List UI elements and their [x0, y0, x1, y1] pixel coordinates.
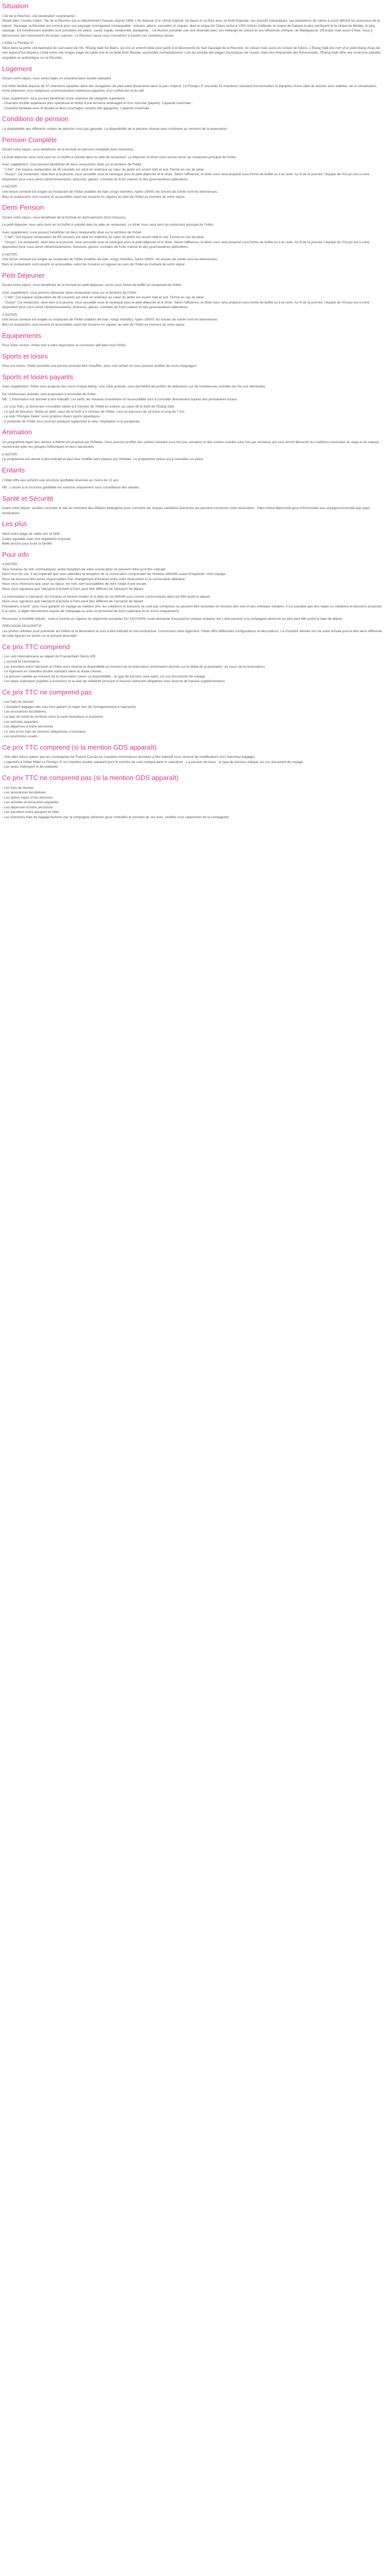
- section-paragraph: - Vols aller retour opérés par les compagnies Air France,Corsair,Air Caraïbes Informations données à titre indicatif sous réserve de modification) hors franchise bagages - Logement à l'hôtel Hôtel Le Floralys 3* en chambre double standard pour le nombre de nuits indiqué dans le calendrier - La pension de base - le type de pension indiqué sur vos document de voyage - Les taxes d'aéroport et de solidarité: [2, 755, 303, 769]
- section-paragraph: Avec supplément, vous pouvez bénéficier de deux restaurants situé sur le territoire de l'hôtel : - "L'Ilet": Cet espace restauration de 65 couverts est situé en extérieur au cœur du jardin est ouvert midi et soir. Fermé en cas de pluie. - "Ossyo": Ce restaurant, situé face à la piscine, vous accueille sous la varangue pour le petit-déjeuner et le dîner. Selon l'affluence, le dîner vous sera proposé sous forme de buffet ou à la carte. Au fil de la journée, l'équipe de l'Ossyo est à votre disposition pour vous servir rafraîchissements, boissons, glaces, cocktails de fruits maison et des gourmandises pâtissières.: [2, 230, 370, 249]
- section-paragraph: Durant votre séjour, vous bénéficiez de la formule en demi-pension (hors boisson).: [2, 215, 126, 219]
- section-paragraph: Le petit-déjeuner vous sera servi en un buffet à volonté dans la salle de restaurant. Le déjeuner et dîner vous seront servis au restaurant principal de l'hôtel.: [2, 155, 237, 159]
- section: [2, 643, 383, 684]
- section-title: Ce prix TTC ne comprend pas (si la mention GDS apparaît): [2, 773, 179, 782]
- section: [2, 373, 383, 424]
- section-paragraph: Personnes à mobilité réduite : suite à l'entrée en vigueur du règlement européen EU 1107/2006, toute demande d'assistance (chaise roulante, etc.) doit parvenir à la compagnie aérienne au plus tard 48h avant la date de départ.: [2, 617, 344, 621]
- section-title: Logement: [2, 64, 32, 73]
- section-paragraph: Durant votre séjour, vous serez logés en chambre base double standard.: [2, 77, 112, 81]
- section-title: Pension Complète: [2, 135, 57, 144]
- section-paragraph: - Les frais de dossier - L'excédent bagages des vols hors gabarit (à régler lors de l'enregistrement à l'aéroport), - Les assurances facultatives, - La taxe de sortie du territoire et/ou la carte touristique si existante, - Les activités payantes, - Les dépenses d'ordre personnel, - Le visa et les frais de services obligatoires si existants, - Les pourboires usuels.: [2, 700, 137, 739]
- section: [2, 65, 383, 111]
- section-paragraph: La disponibilité des différents modes de pension n'est pas garantie. La disponibilité de la pension choisie sera confirmée au moment de la réservation.: [2, 127, 228, 131]
- section-paragraph: L'île de la Réunion, une destination surprenante ! Située dans l'océan Indien, l'île de la Réunion est un département français depuis 1946. L'île dispose d'un climat tropical. Sa faune et sa flore avec sa forêt tropicale, ses massifs volcaniques, ses plantations de canne à sucre attirent les amoureux de la nature. Sauvage, la Réunion est connue pour son paysage montagneux remarquable : volcans, pitons, cascades et cirques, dont le cirque de Cilaos niché à 1200 mètres d'altitude, le cirque de Salazie le plus verdoyant et le cirque de Mafate, le plus sauvage. De nombreuses activités sont possibles sur place : canal, kayak, randonnée, parapente... La réunion possède une rare diversité avec son mélange de culture et ses influences (Afrique, de Madagascar, d'Europe mais aussi d'Asie. Vous y découvrirez des monuments de toutes cultures. La Réunion saura vous convaincre à travers ses nombreux atouts.: [2, 14, 380, 38]
- section-title: Situation: [2, 2, 28, 10]
- section: [2, 551, 383, 639]
- section-paragraph: A NOTER : Tous horaires de vols communiqués avant réception de votre convocation ne peuvent l'être qu'à titre indicatif. Dans tous les cas, il est impératif que vous attendiez la réception de la convocation comprenant les horaires définitifs avant d'organiser votre voyage. Nous ne pourrons être tenus responsables d'un changement d'horaires entre votre réservation et la convocation définitive. Nous vous informons que, pour ce séjour, les vols sont susceptibles de faire l'objet d'une escale. Nous vous signalons que l'aéroport d'arrivée à Paris peut être différent de l'aéroport de départ.: [2, 563, 226, 591]
- section-paragraph: L'hôtel Le Floralys 3* Situé dans la petite cité balnéaire du sud-ouest de l'île, l'Étang-Salé les Bains, qui est un endroit idéal pour partir à la découverte du Sud Sauvage de la Réunion, du volcan mais aussi du Cirque de Cilaos. L'Étang Salé (du nom d'un petit étang d'eau de mer aujourd'hui disparu) c'était entre une longue plage de sable noir et sa belle forêt littorale, accessible immédiatement. Loin du tumulte des plages touristiques de l'ouest, mais très fréquentée des Réunionnais, l'Étang-Salé offre une ouverture paisible, singulière et authentique sur la Réunion.: [2, 41, 382, 60]
- section: [2, 136, 383, 200]
- section-paragraph: - Les frais de dossier - Les assurances facultatives - Les autres repas et les boissons - Les activités et excursions payantes - Les dépenses d'ordre personnel - Les transferts entre aéroport et hôtel - Les éventuels frais de bagage facturés par la compagnie aérienne (pour connaître le montant de ces frais, veuillez vous rapprocher de la compagnie): [2, 786, 229, 819]
- section-paragraph: Durant votre séjour, vous bénéficiez de la formule en pension complète (hors boissons).: [2, 148, 135, 152]
- section-paragraph: - Le Croc Parc, la ferme aux crocodiles située à 5 minutes de l'hôtel en voiture, au cœur de la forêt de l'Étang Salé. - Le golf de Bourbon. Niché en plein cœur de la forêt à 5 minutes de l'hôtel, c'est un parcours de 18 trous et long de 7 km. - Le club "Plongée Salée" vous propose divers sports aquatiques. - A proximité de l'hôtel vous pourrez pratiquer également le vélo, l'équitation et le parapente.: [2, 405, 185, 423]
- section: [2, 743, 383, 770]
- section-title: Sports et loisirs: [2, 352, 48, 360]
- section-paragraph: La convocation à l'aéroport, les horaires et heures locales et le plan de vol définitif vous seront communiqués dans les 48h avant le départ. Nous vous signalons que l'aéroport d'arrivée à Paris peut être différent de l'aéroport de départ. Prestations à bord : pour vous garantir un voyage au meilleur prix, les collations et boissons ne sont pas comprises ou peuvent être facturées en fonction des vols et des créneaux horaires. Il est possible que des repas ou collations et boissons proposés à la carte, à régler directement auprès de l'équipage ou avec le personnel de bord (spéciaux et en euros uniquement).: [2, 595, 382, 614]
- section-paragraph: Le petit-déjeuner vous sera servi en un buffet à volonté dans la salle de restaurant. Le dîner vous sera servi au restaurant principal de l'hôtel.: [2, 223, 214, 227]
- product-description: [0, 0, 386, 827]
- section-title: Les plus: [2, 520, 27, 528]
- section-title: Sports et loisirs payants: [2, 372, 74, 381]
- section: [2, 272, 383, 328]
- section-paragraph: NB : L'accès à la structure gonflable est autorisé uniquement sous surveillance des adultes.: [2, 486, 140, 490]
- section-paragraph: Pour vos loisirs, l'hôtel possède une piscine pouvant être chauffée, avec coin enfant où vous pourrez profiter de cours d'aquagym.: [2, 364, 198, 368]
- section-paragraph: A NOTER : Une tenue correcte est exigée au restaurant de l'hôtel (maillots de bain, tongs interdits). Après 18h00, les tenues de soirée sont les bienvenues. Bars et restaurants sont ouverts et accessibles selon les horaires en vigueur au sein de l'hôtel au moment de votre séjour.: [2, 185, 218, 199]
- section: [2, 115, 383, 131]
- section-paragraph: Avec supplément, vous pouvez bénéficier de deux restaurants situé sur le territoire de l'hôtel : - "L'Ilet": Cet espace restauration de 65 couverts est situé en extérieur au cœur du jardin est ouvert midi et soir. Fermé en cas de pluie. - "Ossyo": Ce restaurant, situé face à la piscine, vous accueille sous la varangue pour le petit-déjeuner et le dîner. Selon l'affluence, le dîner vous sera proposé sous forme de buffet ou à la carte. Au fil de la journée, l'équipe de l'Ossyo est à votre disposition pour vous servir rafraîchissements, boissons, glaces, cocktails de fruits maison et des gourmandises pâtissières.: [2, 163, 370, 181]
- section: [2, 428, 383, 462]
- section: [2, 520, 383, 546]
- section-title: Santé et Sécurité: [2, 494, 54, 502]
- section: [2, 495, 383, 516]
- section-paragraph: - Les vols internationaux au départ de France/Saint Denis A/R, - L'accueil et l'assistance, - Les transferts entre l'aéroport et l'hôtel vous réserve la disponibilité au moment de la réservation (information donnée sur le détail de la prestation, au cours de la réservation), - Le logement en chambre double standard selon la durée choisie, - La pension validée au moment de la réservation (selon sa disponibilité) - le type de pension sera repris sur vos documents de voyage, - Les taxes d'aéroport (sujettes à évolution) et la taxe de solidarité (incluant la hausse carburant obligatoire sous réserve de hausse supplémentaire): [2, 655, 266, 684]
- section-paragraph: Avant votre départ, veuillez consulter le site du ministère des Affaires étrangères pour connaître les risques sanitaires éventuels qui peuvent concerner votre destination : https://www.diplomatie.gouv.fr/fr/conseils-aux-voyageurs/conseils-par-pays-destination/: [2, 506, 371, 515]
- section-title: Petit Déjeuner: [2, 271, 45, 279]
- section-title: Demi Pension: [2, 204, 44, 212]
- section: [2, 2, 383, 61]
- section: [2, 352, 383, 369]
- section-paragraph: A NOTER : Une tenue correcte est exigée au restaurant de l'hôtel (maillots de bain, tongs interdits). Après 18h00, les tenues de soirée sont les bienvenues. Bars et restaurants sont ouverts et accessibles selon les horaires en vigueur au sein de l'hôtel au moment de votre séjour.: [2, 252, 218, 267]
- section-paragraph: Avec supplément, l'hôtel vous propose des cours d'aqua biking. Une carte gratuite, vous permettra de profiter de réductions sur de nombreuses activités de l'île (sur demande).: [2, 385, 266, 389]
- section-title: Ce prix TTC ne comprend pas: [2, 688, 92, 696]
- section-title: Conditions de pension: [2, 115, 69, 123]
- section-paragraph: De nombreuses activités sont proposées à proximité de l'hôtel : NB : L'information est donnée à titre indicatif. Les tarifs, les horaires d'ouverture et l'accessibilité sont à consulter directement auprès des prestataires locaux.: [2, 392, 238, 401]
- section-paragraph: Durant votre séjour, vous bénéficiez de la formule en petit-déjeuner, servis sous forme de buffet au restaurant de l'hôtel.: [2, 283, 182, 287]
- section-paragraph: Un programme léger des soirées à thème est proposé par l'hôtelier. Vous pourrez profiter des soirées karaoké (une fois par semaine) et des soirées créoles (une fois par semaine) qui vous feront découvrir les traditions musicales du séga et du maloya réunionnais avec les groupes folkloriques et leurs danseuses.: [2, 440, 379, 449]
- section-paragraph: L'hôtel offre aux enfants une structure gonflable réservée au moins de 12 ans.: [2, 478, 120, 482]
- section-paragraph: A NOTER : Le programme est donné à titre indicatif et peut être modifié sans préavis par l'hôtelier. Le programme précis est à consulter sur place.: [2, 452, 204, 462]
- section-title: Ce prix TTC comprend: [2, 642, 70, 651]
- section-paragraph: Avec supplément, vous pouvez bénéficier d'une chambre de catégorie supérieure : - Chambre double supérieure plus spacieuse et dotée d'une terrasse aménagée et d'un mini-bar (payant). Capacité maximale : - Chambre familiale avec lit double et deux couchages simples (lits gigognes). Capacité maximale :: [2, 96, 193, 110]
- section-paragraph: Cet hôtel familial dispose de 47 chambres réparties dans des bungalows de plain-pied disséminés dans le parc tropical. Le Floralys 3* possède 15 chambres standard fonctionnelles et équipées d'une salle de douche avec toilettes, de la climatisation, d'une télévision, d'un téléphone (communication extérieure payante), d'un coffret-fort et du wifi.: [2, 84, 378, 93]
- section-paragraph: A NOTER : Une tenue correcte est exigée au restaurant de l'hôtel (maillots de bain, tongs interdits). Après 18h00, les tenues de soirée sont les bienvenues. Bars et restaurants sont ouverts et accessibles selon les horaires en vigueur au sein de l'hôtel au moment de votre séjour.: [2, 313, 218, 327]
- section-paragraph: Pour votre confort, l'hôtel met à votre disposition la connexion wifi dans tout l'hôtel.: [2, 344, 126, 348]
- section: [2, 774, 383, 820]
- section-paragraph: Avec supplément, vous pourrez découvrir deux restaurants situé sur le territoire de l'hôtel : - "L'Ilet": Cet espace restauration de 65 couverts est situé en extérieur au cœur du jardin est ouvert midi et soir. Fermé en cas de pluie. - "Ossyo": Ce restaurant, situé face à la piscine, vous accueille sous la varangue pour le petit-déjeuner et le dîner. Selon l'affluence, le dîner vous sera proposé sous forme de buffet ou à la carte. Au fil de la journée, l'équipe de l'Ossyo est à votre disposition pour vous servir rafraîchissements, boissons, glaces, cocktails de fruits maison et des gourmandises pâtissières.: [2, 291, 370, 310]
- section: [2, 688, 383, 739]
- section: [2, 466, 383, 490]
- section: [2, 204, 383, 267]
- section-paragraph: Situé entre plage de sable noir et forêt Cadre agréable avec une végétation tropicale Belle piscine pour toute la famille: [2, 532, 71, 546]
- section-title: Equipements: [2, 331, 41, 340]
- section-title: Pour info: [2, 550, 29, 558]
- section: [2, 332, 383, 348]
- section-title: Enfants: [2, 466, 25, 474]
- section-title: Animation: [2, 428, 32, 436]
- section-paragraph: PRÉCISION DESCRIPTIF Les photos utilisées pour présenter les hôtels et la destination le sont à titre indicatif et non-contractuel. Concernant votre logement, l'hôtel offre différentes configurations et décorations. La chambre allouée lors de votre arrivée pourra être ainsi différente de celle figurant en photo sur le présent descriptif.: [2, 624, 382, 638]
- section-title: Ce prix TTC comprend (si la mention GDS apparaît): [2, 743, 157, 751]
